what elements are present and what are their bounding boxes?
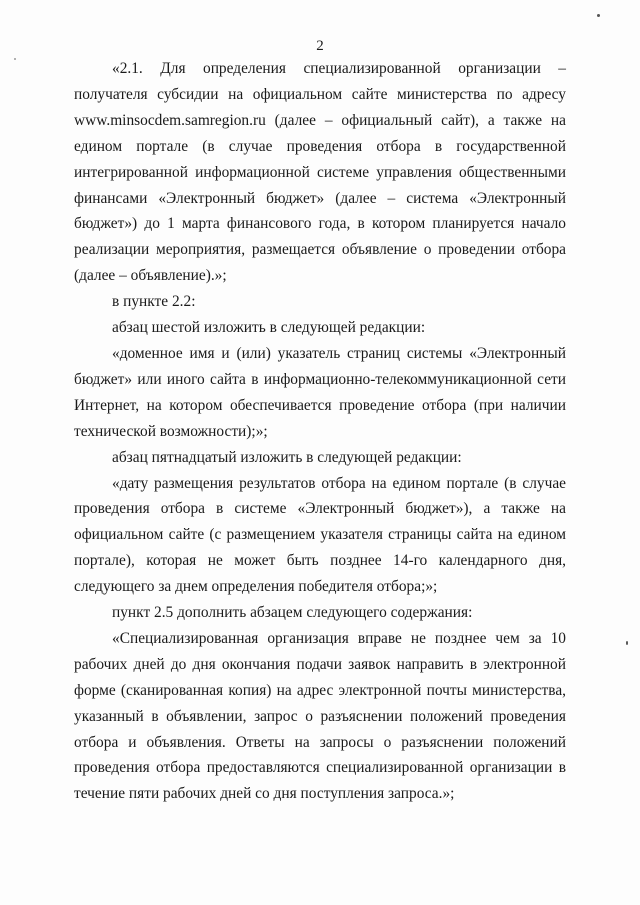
paragraph-item-2-5: пункт 2.5 дополнить абзацем следующего содержания: xyxy=(112,604,473,622)
page-number: 2 xyxy=(316,38,324,54)
scan-speck xyxy=(597,14,600,17)
scan-speck xyxy=(14,58,16,60)
paragraph-sixth-intro: абзац шестой изложить в следующей редакции: xyxy=(112,319,426,337)
paragraph-domain-name: «доменное имя и (или) указатель страниц системы «Электронный бюджет» или иного сайта в информационно-телекоммуникационной сети Интернет, на котором обеспечивается проведение отбора (при наличии технической возможности);»; xyxy=(74,344,566,440)
paragraph-results-date: «дату размещения результатов отбора на едином портале (в случае проведения отбора в системе «Электронный бюджет»), а также на официальном сайте (с размещением указателя страницы сайта на едином портале), которая не может быть позднее 14-го календарного дня, следующего за днем определения победителя отбора;»; xyxy=(74,474,566,596)
paragraph-2-1: «2.1. Для определения специализированной организации – получателя субсидии на официальном сайте министерства по адресу www.minsocdem.samregion.ru (далее – официальный сайт), а также на едином портале (в случае проведения отбора в государственной интегрированной информационной системе управления общественными финансами «Электронный бюджет» (далее – система «Электронный бюджет») до 1 марта финансового года, в котором планируется начало реализации мероприятия, размещается объявление о проведении отбора (далее – объявление).»; xyxy=(74,60,566,285)
paragraph-item-2-2: в пункте 2.2: xyxy=(112,293,196,311)
document-body xyxy=(74,56,566,807)
paragraph-fifteenth-intro: абзац пятнадцатый изложить в следующей редакции: xyxy=(112,448,462,466)
scan-speck xyxy=(626,641,628,645)
paragraph-clarification-request: «Специализированная организация вправе не позднее чем за 10 рабочих дней до дня окончания подачи заявок направить в электронной форме (сканированная копия) на адрес электронной почты министерства, указанный в объявлении, запрос о разъяснении положений проведения отбора и объявления. Ответы на запросы о разъяснении положений проведения отбора предоставляются специализированной организации в течение пяти рабочих дней со дня поступления запроса.»; xyxy=(74,629,566,803)
